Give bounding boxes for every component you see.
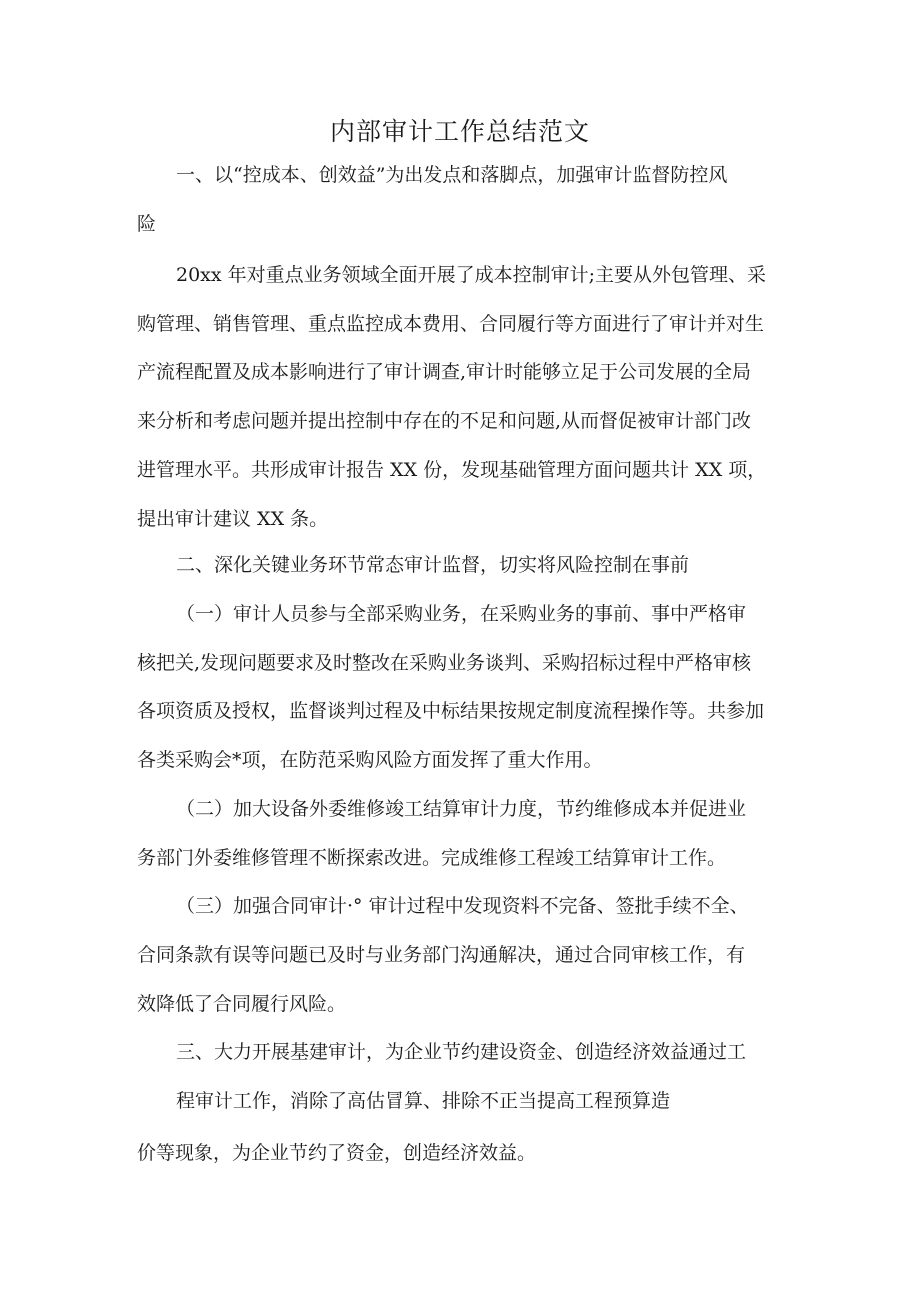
item-3-line-2: 合同条款有误等问题已及时与业务部门沟通解决，通过合同审核工作，有 xyxy=(137,944,746,966)
heading-3-line-3: 价等现象，为企业节约了资金，创造经济效益。 xyxy=(137,1142,537,1164)
paragraph-1-line-5: 进管理水平。共形成审计报告 XX 份，发现基础管理方面问题共计 XX 项， xyxy=(137,459,767,481)
heading-1-line-2: 险 xyxy=(137,213,157,235)
heading-2: 二、深化关键业务环节常态审计监督，切实将风险控制在事前 xyxy=(176,554,690,576)
paragraph-1-line-6: 提出审计建议 XX 条。 xyxy=(137,508,329,530)
item-2-line-2: 务部门外委维修管理不断探索改进。完成维修工程竣工结算审计工作。 xyxy=(137,847,727,869)
document-title: 内部审计工作总结范文 xyxy=(329,117,590,146)
heading-1-line-1: 一、以“控成本、创效益”为出发点和落脚点，加强审计监督防控风 xyxy=(176,164,728,186)
item-1-line-3: 各项资质及授权，监督谈判过程及中标结果按规定制度流程操作等。共参加 xyxy=(137,700,765,722)
item-1-line-2: 核把关,发现问题要求及时整改在采购业务谈判、采购招标过程中严格审核 xyxy=(137,652,752,674)
item-3-line-1: （三）加强合同审计·° 审计过程中发现资料不完备、签批手续不全、 xyxy=(176,895,749,917)
heading-3-line-1: 三、大力开展基建审计，为企业节约建设资金、创造经济效益通过工 xyxy=(176,1041,747,1063)
item-1-line-1: （一）审计人员参与全部采购业务，在采购业务的事前、事中严格审 xyxy=(176,603,747,625)
heading-3-line-2: 程审计工作，消除了高估冒算、排除不正当提高工程预算造 xyxy=(176,1090,671,1112)
paragraph-1-line-1: 20xx 年对重点业务领域全面开展了成本控制审计;主要从外包管理、采 xyxy=(176,264,767,286)
paragraph-1-line-4: 来分析和考虑问题并提出控制中存在的不足和问题,从而督促被审计部门改 xyxy=(137,410,752,432)
item-2-line-1: （二）加大设备外委维修竣工结算审计力度，节约维修成本并促进业 xyxy=(176,798,747,820)
paragraph-1-line-2: 购管理、销售管理、重点监控成本费用、合同履行等方面进行了审计并对生 xyxy=(137,313,765,335)
paragraph-1-line-3: 产流程配置及成本影响进行了审计调查,审计时能够立足于公司发展的全局 xyxy=(137,361,752,383)
item-3-line-3: 效降低了合同履行风险。 xyxy=(137,993,347,1015)
item-1-line-4: 各类采购会*项，在防范采购风险方面发挥了重大作用。 xyxy=(137,749,603,771)
